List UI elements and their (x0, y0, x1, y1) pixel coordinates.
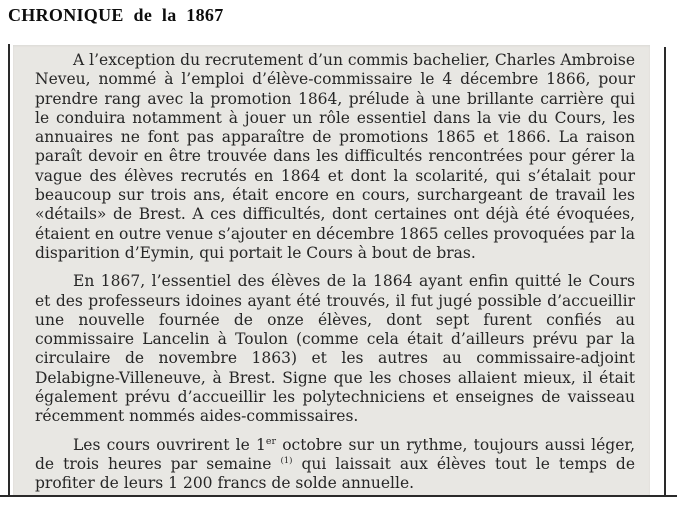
frame-left-line (8, 44, 10, 497)
footnote-marker: (1) (280, 455, 293, 466)
paragraph-3-lead: Les cours ouvrirent le 1 (73, 435, 266, 454)
page-title: CHRONIQUE de la 1867 (8, 5, 224, 25)
paragraph-3-tail: qui laissait aux élèves tout le temps de profiter de leurs 1 200 francs de solde annuelle. (35, 454, 635, 493)
paragraph-1: A l’exception du recrutement d’un commis bachelier, Charles Ambroise Neveu, nommé à l’emploi d’élève-commissaire le 4 décembre 1866, pour prendre rang avec la promotion 1864, prélude à une brillante carrière qui le conduira notamment à jouer un rôle essentiel dans la vie du Cours, les annuaires ne font pas apparaître de promotions 1865 et 1866. La raison paraît devoir en être trouvée dans les difficultés rencontrées pour gérer la vague des élèves recrutés en 1864 et dont la scolarité, qui s’étalait pour beaucoup sur trois ans, était encore en cours, surchargeant de travail les «détails» de Brest. A ces difficultés, dont certaines ont déjà été évoquées, étaient en outre venue s’ajouter en décembre 1865 celles provoquées par la disparition d’Eymin, qui portait le Cours à bout de bras. (35, 51, 635, 262)
scanned-text-block (13, 45, 650, 495)
ordinal-superscript: er (265, 435, 277, 447)
paragraph-3-mid: octobre sur un rythme, toujours aussi léger, de trois heures par semaine (35, 435, 636, 473)
paragraph-2: En 1867, l’essentiel des élèves de la 1864 ayant enfin quitté le Cours et des professeurs idoines ayant été trouvés, il fut jugé possible d’accueillir une nouvelle fournée de onze élèves, dont sept furent confiés au commissaire Lancelin à Toulon (comme cela était d’ailleurs prévu par la circulaire de novembre 1863) et les autres au commissaire-adjoint Delabigne-Villeneuve, à Brest. Signe que les choses allaient mieux, il était également prévu d’accueillir les polytechniciens et enseignes de vaisseau récemment nommés aides-commissaires. (35, 272, 635, 426)
frame-bottom-line (0, 495, 677, 497)
paragraph-3 (35, 436, 635, 494)
frame-right-line (664, 47, 666, 497)
